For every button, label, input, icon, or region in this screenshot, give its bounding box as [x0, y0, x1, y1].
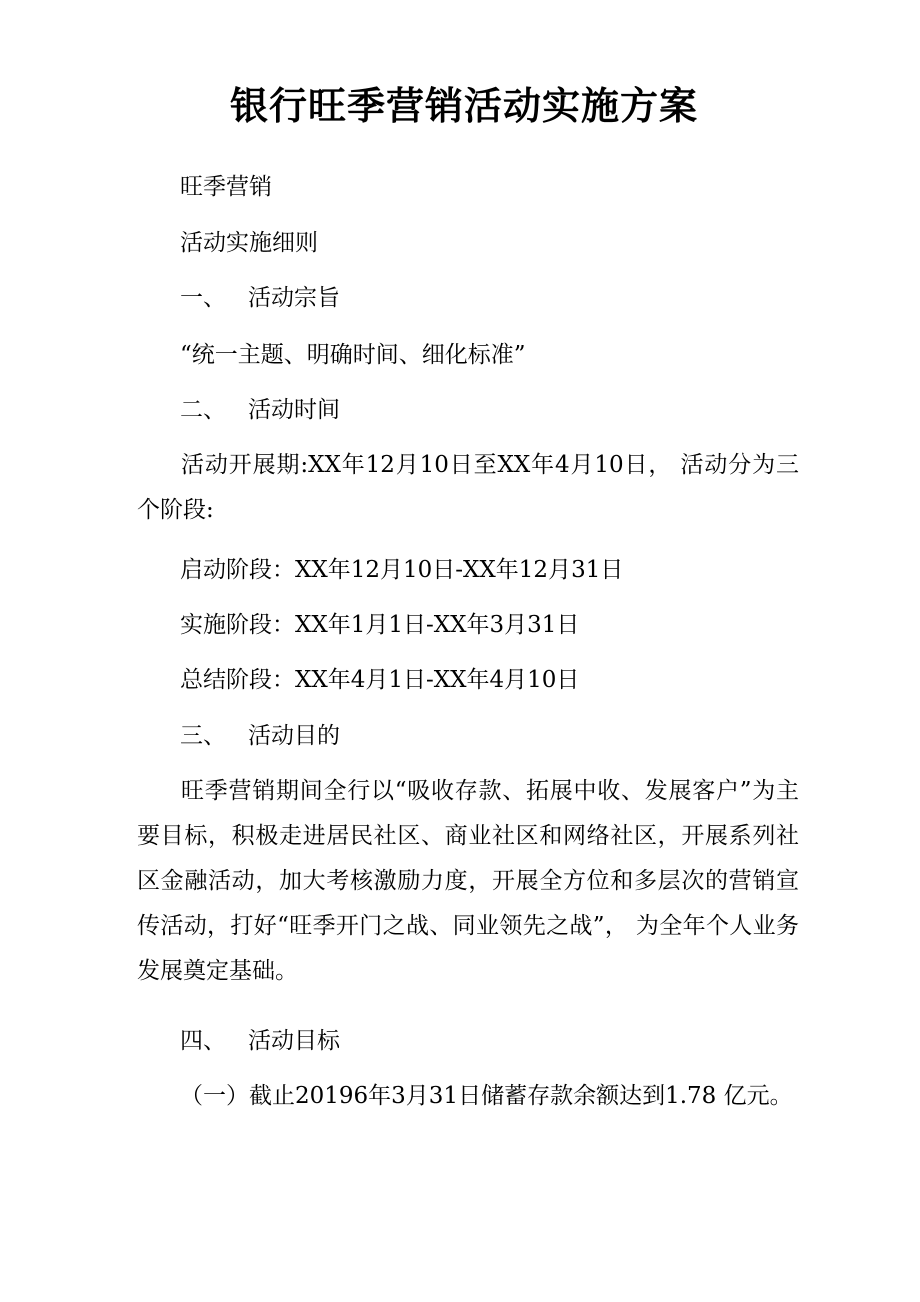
phase-implement: 实施阶段：XX年1月1日-XX年3月31日 [180, 612, 580, 638]
section-1-heading [180, 283, 340, 313]
section-1-body: “统一主题、明确时间、细化标准” [180, 342, 526, 368]
phase-start: 启动阶段：XX年12月10日-XX年12月31日 [180, 557, 624, 583]
section-4-heading [180, 1026, 340, 1056]
section-3-heading [180, 721, 340, 751]
subtitle-wangji: 旺季营销 [180, 174, 272, 200]
section-2-title: 活动时间 [248, 397, 340, 423]
section-4-number: 四、 [180, 1028, 226, 1054]
section-3-title: 活动目的 [248, 723, 340, 749]
document-title: 银行旺季营销活动实施方案 [229, 84, 698, 128]
subtitle-rules: 活动实施细则 [180, 230, 318, 256]
section-2-number: 二、 [180, 397, 226, 423]
section-4-item-1: （一）截止20196年3月31日储蓄存款余额达到1.78 亿元。 [180, 1083, 793, 1109]
section-1-number: 一、 [180, 285, 226, 311]
section-2-heading [180, 395, 340, 425]
section-3-number: 三、 [180, 723, 226, 749]
phase-summary: 总结阶段：XX年4月1日-XX年4月10日 [180, 667, 580, 693]
section-4-title: 活动目标 [248, 1028, 340, 1054]
section-1-title: 活动宗旨 [248, 285, 340, 311]
section-2-body: 活动开展期:XX年12月10日至XX年4月10日， 活动分为三个阶段: [137, 452, 799, 523]
section-3-body: 旺季营销期间全行以“吸收存款、拓展中收、发展客户”为主要目标，积极走进居民社区、商业社区和网络社区，开展系列社区金融活动，加大考核激励力度，开展全方位和多层次的营销宣传活动，打好“旺季开门之战、同业领先之战”， 为全年个人业务发展奠定基础。 [137, 778, 799, 984]
